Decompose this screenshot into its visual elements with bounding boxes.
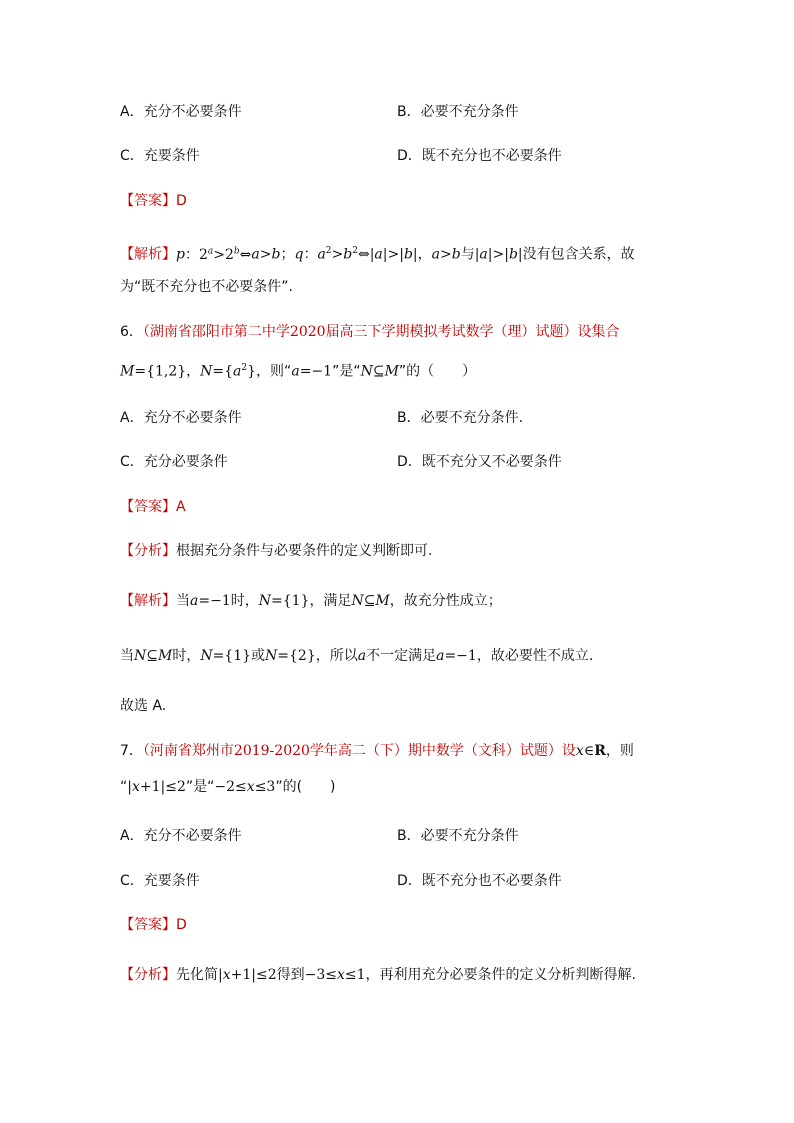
source: （河南省郑州市 <box>142 743 234 759</box>
answer-tag: 【答案】 <box>120 917 176 933</box>
q5-option-d: D．既不充分也不必要条件 <box>397 148 562 164</box>
q6-answer <box>120 497 186 517</box>
q6-stem-line2: M={1,2}，$N=\{a^2\}$，则“a=−1”是“N⊆M”的（ ） <box>120 363 477 380</box>
q6-option-c: C．充分必要条件 <box>120 454 228 470</box>
source-year: 2020 <box>289 324 326 340</box>
formula: p <box>176 246 185 263</box>
source-year: 2019-2020 <box>233 743 310 759</box>
fenxi-tag: 【分析】 <box>120 543 176 559</box>
q5-answer <box>120 191 187 211</box>
q7-option-c: C．充要条件 <box>120 873 200 889</box>
answer-tag: 【答案】 <box>120 499 176 515</box>
q5-option-b: B．必要不充分条件 <box>397 104 519 120</box>
q5-analysis-line2: 为“既不充分也不必要条件”. <box>120 279 293 295</box>
source-rest: 届高三下学期模拟考试数学（理）试题）设集合 <box>325 324 620 340</box>
q6-fenxi <box>120 541 432 561</box>
q7-option-a: A．充分不必要条件 <box>120 828 242 844</box>
question-number: 6． <box>120 324 143 340</box>
fenxi-tag: 【分析】 <box>120 967 176 983</box>
answer-value: A <box>176 499 186 515</box>
q5-analysis-line1: 【解析】p：$2^a>2^b\Leftrightarrow a>b$；q：$a^2>b^2\Leftrightarrow|a|>|b|$，a>b与|a|>|b|没有包含关系，故 <box>120 246 635 263</box>
answer-value: D <box>176 917 187 933</box>
answer-tag: 【答案】 <box>120 193 176 209</box>
q7-fenxi: 【分析】先化简|x+1|≤2得到−3≤x≤1，再利用充分必要条件的定义分析判断得解. <box>120 967 636 983</box>
jiexi-tag: 【解析】 <box>120 593 176 609</box>
q7-option-b: B．必要不充分条件 <box>397 828 519 844</box>
q6-conclusion: 故选 A. <box>120 698 167 714</box>
answer-value: D <box>176 193 187 209</box>
q6-jiexi-line1: 【解析】当a=−1时，N={1}，满足N⊆M，故充分性成立； <box>120 593 502 609</box>
q7-stem-line1: 7．（河南省郑州市2019-2020学年高二（下）期中数学（文科）试题）设x∈R，则 <box>120 743 634 759</box>
question-number: 7． <box>120 743 143 759</box>
q7-option-d: D．既不充分也不必要条件 <box>397 873 562 889</box>
q6-option-d: D．既不充分又不必要条件 <box>397 454 562 470</box>
q7-stem-line2: “|x+1|≤2”是“−2≤x≤3”的( ) <box>120 779 336 795</box>
q5-option-a: A．充分不必要条件 <box>120 104 242 120</box>
q6-option-b: B．必要不充分条件. <box>397 410 524 426</box>
q6-jiexi-line2: 当N⊆M时，N={1}或N={2}，所以a不一定满足a=−1，故必要性不成立. <box>120 648 594 664</box>
analysis-tag: 【解析】 <box>120 246 176 263</box>
q6-option-a: A．充分不必要条件 <box>120 410 242 426</box>
analysis-mid: 没有包含关系，故 <box>522 246 635 263</box>
source: （湖南省邵阳市第二中学 <box>142 324 290 340</box>
fenxi-text: 根据充分条件与必要条件的定义判断即可. <box>176 543 433 559</box>
q5-option-c: C．充要条件 <box>120 148 200 164</box>
q7-answer <box>120 915 187 935</box>
q6-stem-line1 <box>120 322 620 342</box>
source-rest: 学年高二（下）期中数学（文科）试题）设 <box>309 743 576 759</box>
